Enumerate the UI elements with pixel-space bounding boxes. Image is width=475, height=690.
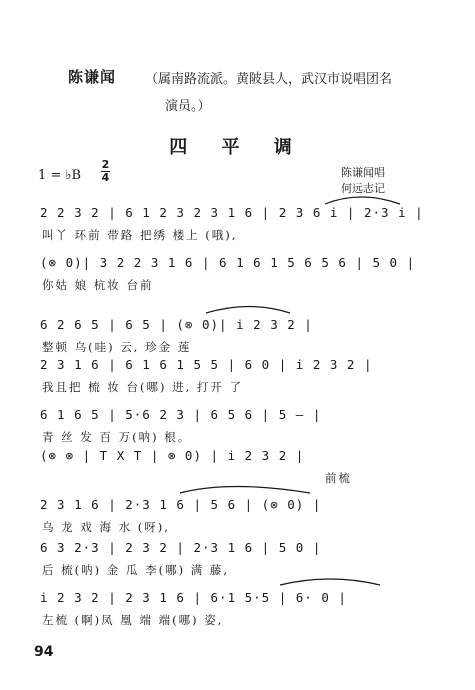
- lyric-line-6: 前梳: [325, 471, 352, 485]
- notation-line-4: 2 3 1 6 | 6 1 6 1 5 5 | 6 0 | i 2 3 2 |: [40, 357, 373, 372]
- notation-line-1: 2 2 3 2 | 6 1 2 3 2 3 1 6 | 2 3 6 i | 2·3 i |: [40, 205, 424, 220]
- notation-line-9: i 2 3 2 | 2 3 1 6 | 6·1 5·5 | 6· 0 |: [40, 590, 347, 605]
- time-signature-denominator: 4: [101, 171, 110, 184]
- recorder-credit: 何远志记: [341, 182, 385, 195]
- lyric-line-2: 你姑 娘 杭妆 台前: [42, 278, 154, 292]
- performer-bio-line-2: 演员。）: [165, 99, 211, 114]
- notation-line-8: 6 3 2·3 | 2 3 2 | 2·3 1 6 | 5 0 |: [40, 540, 322, 555]
- lyric-line-1: 叫丫 环前 带路 把绣 楼上 (哦),: [42, 228, 238, 242]
- notation-line-3: 6 2 6 5 | 6 5 | (⊗ 0)| i 2 3 2 |: [40, 317, 313, 332]
- lyric-line-8: 后 梳(呐) 金 瓜 李(哪) 满 藤,: [42, 563, 230, 577]
- lyric-line-7: 乌 龙 戏 海 水 (呀),: [42, 520, 170, 534]
- singer-credit: 陈谦闻唱: [341, 166, 385, 179]
- page-number: 94: [34, 644, 54, 660]
- time-signature-numerator: 2: [101, 158, 110, 171]
- performer-name: 陈谦闻: [68, 68, 117, 86]
- lyric-line-9: 左梳 (啊)凤 凰 端 端(哪) 姿,: [42, 613, 224, 627]
- notation-line-2: (⊗ 0)| 3 2 2 3 1 6 | 6 1 6 1 5 6 5 6 | 5 0 |: [40, 255, 416, 270]
- notation-line-7: 2 3 1 6 | 2·3 1 6 | 5 6 | (⊗ 0) |: [40, 497, 322, 512]
- lyric-line-4: 我且把 梳 妆 台(哪) 进, 打开 了: [42, 380, 244, 394]
- notation-line-5: 6 1 6 5 | 5·6 2 3 | 6 5 6 | 5 — |: [40, 407, 322, 422]
- lyric-line-3: 整顿 乌(哇) 云, 珍金 莲: [42, 340, 192, 354]
- performer-bio-line-1: （属南路流派。黄陂县人，武汉市说唱团名: [145, 72, 393, 87]
- lyric-line-5: 青 丝 发 百 万(呐) 根。: [42, 430, 192, 444]
- key-signature: 1 = ♭B: [38, 168, 82, 183]
- song-title: 四 平 调: [169, 137, 306, 158]
- notation-line-6: (⊗ ⊗ | T X T | ⊗ 0) | i 2 3 2 |: [40, 448, 305, 463]
